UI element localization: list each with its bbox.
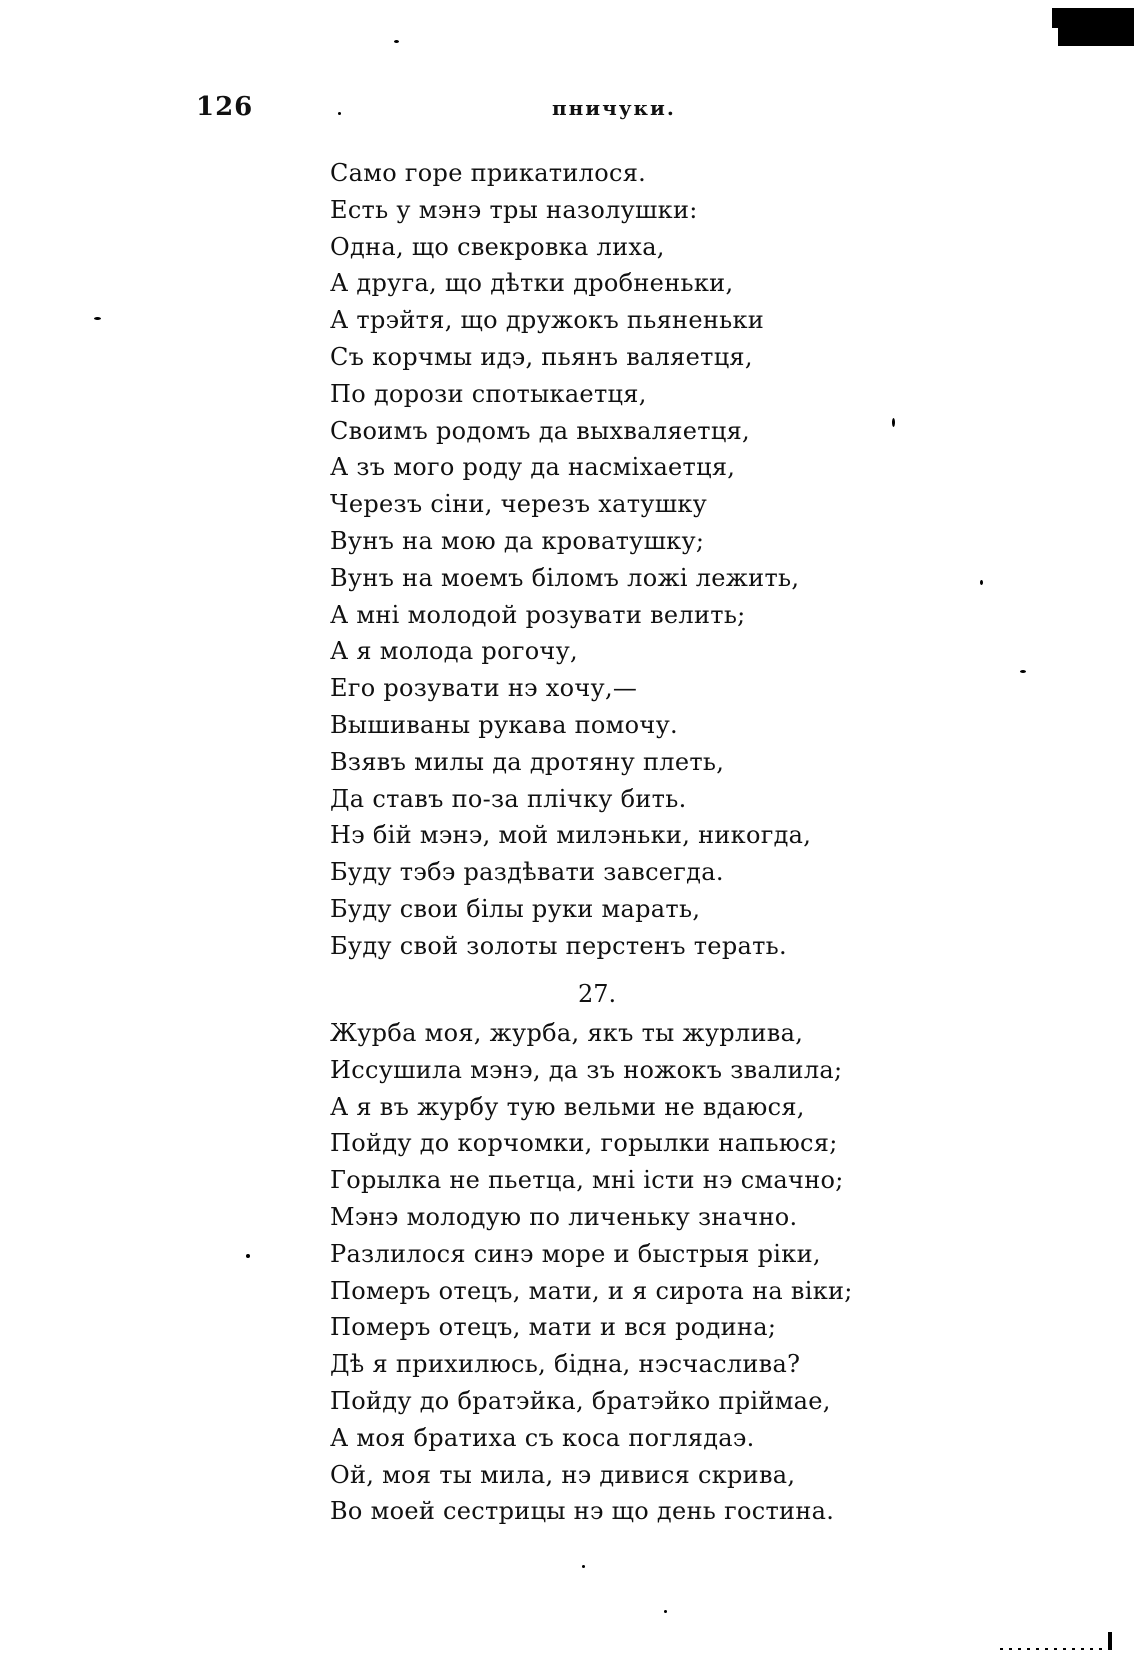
poem-line: Вышиваны рукава помочу. bbox=[330, 710, 678, 739]
poem-line: Своимъ родомъ да выхваляетця, bbox=[330, 416, 750, 445]
poem-part-2 bbox=[330, 1015, 890, 1530]
poem-line: Вунъ на мою да кроватушку; bbox=[330, 526, 705, 555]
page-header bbox=[196, 92, 1016, 132]
scan-artifact-mark bbox=[1108, 1632, 1112, 1650]
scan-artifact-corner bbox=[1058, 8, 1134, 46]
scan-artifact-dot bbox=[394, 40, 399, 43]
poem-line: Померъ отецъ, мати и вся родина; bbox=[330, 1313, 777, 1342]
scan-artifact-bottom bbox=[1000, 1648, 1110, 1650]
poem-line: Разлилося синэ море и быстрыя ріки, bbox=[330, 1239, 821, 1268]
poem-line: По дорози спотыкаетця, bbox=[330, 379, 647, 408]
poem-line: Буду свой золоты перстенъ терать. bbox=[330, 931, 787, 960]
poem-line: Дѣ я прихилюсь, бідна, нэсчаслива? bbox=[330, 1350, 801, 1379]
poem-line: Взявъ милы да дротяну плеть, bbox=[330, 747, 725, 776]
poem-part-1 bbox=[330, 155, 890, 965]
scan-artifact-corner bbox=[1052, 8, 1060, 28]
poem-line: Есть у мэнэ тры назолушки: bbox=[330, 195, 698, 224]
poem-line: А я молода рогочу, bbox=[330, 637, 578, 666]
poem-line: Померъ отецъ, мати, и я сирота на віки; bbox=[330, 1276, 853, 1305]
poem-line: Да ставъ по-за плічку бить. bbox=[330, 784, 687, 813]
poem-line: Пойду до корчомки, горылки напьюся; bbox=[330, 1129, 838, 1158]
page-number: 126 bbox=[196, 92, 254, 122]
scan-artifact-dot bbox=[892, 418, 895, 427]
scan-artifact-dot bbox=[980, 580, 983, 585]
poem-line: Горылка не пьетца, мні істи нэ смачно; bbox=[330, 1166, 844, 1195]
poem-line: А моя братиха съ коса поглядаэ. bbox=[330, 1423, 755, 1452]
poem-line: Нэ бій мэнэ, мой милэньки, никогда, bbox=[330, 821, 812, 850]
running-head: пничуки. bbox=[552, 96, 676, 120]
poem-line: Пойду до братэйка, братэйко пріймае, bbox=[330, 1386, 831, 1415]
scan-artifact-dot bbox=[664, 1610, 667, 1613]
poem-line: А я въ журбу тую вельми не вдаюся, bbox=[330, 1092, 805, 1121]
poem-line: Вунъ на моемъ біломъ ложі лежить, bbox=[330, 563, 800, 592]
scan-artifact-dot bbox=[94, 317, 101, 320]
poem-line: Одна, що свекровка лиха, bbox=[330, 232, 665, 261]
poem-line: Иссушила мэнэ, да зъ ножокъ звалила; bbox=[330, 1055, 843, 1084]
section-number: 27. bbox=[578, 980, 617, 1008]
poem-line: Черезъ сіни, черезъ хатушку bbox=[330, 490, 708, 519]
poem-line: Буду тэбэ раздѣвати завсегда. bbox=[330, 858, 724, 887]
poem-line: Его розувати нэ хочу,— bbox=[330, 674, 638, 703]
poem-line: Съ корчмы идэ, пьянъ валяетця, bbox=[330, 342, 753, 371]
scan-artifact-dot bbox=[246, 1254, 250, 1258]
scan-artifact-dot bbox=[338, 112, 341, 115]
poem-line: А трэйтя, що дружокъ пьяненьки bbox=[330, 306, 765, 335]
poem-line: Во моей сестрицы нэ що день гостина. bbox=[330, 1497, 835, 1526]
poem-line: Журба моя, журба, якъ ты журлива, bbox=[330, 1019, 804, 1047]
scan-artifact-dot bbox=[582, 1565, 585, 1568]
scan-artifact-dot bbox=[1020, 670, 1026, 673]
poem-line: Мэнэ молодую по личеньку значно. bbox=[330, 1202, 798, 1231]
poem-line: Ой, моя ты мила, нэ дивися скрива, bbox=[330, 1460, 796, 1489]
poem-line: А мні молодой розувати велить; bbox=[330, 600, 746, 629]
poem-line: Буду свои білы руки марать, bbox=[330, 894, 701, 923]
poem-line: А зъ мого роду да насміхаетця, bbox=[330, 453, 736, 482]
poem-line: А друга, що дѣтки дробненьки, bbox=[330, 269, 734, 298]
poem-line: Само горе прикатилося. bbox=[330, 159, 647, 187]
